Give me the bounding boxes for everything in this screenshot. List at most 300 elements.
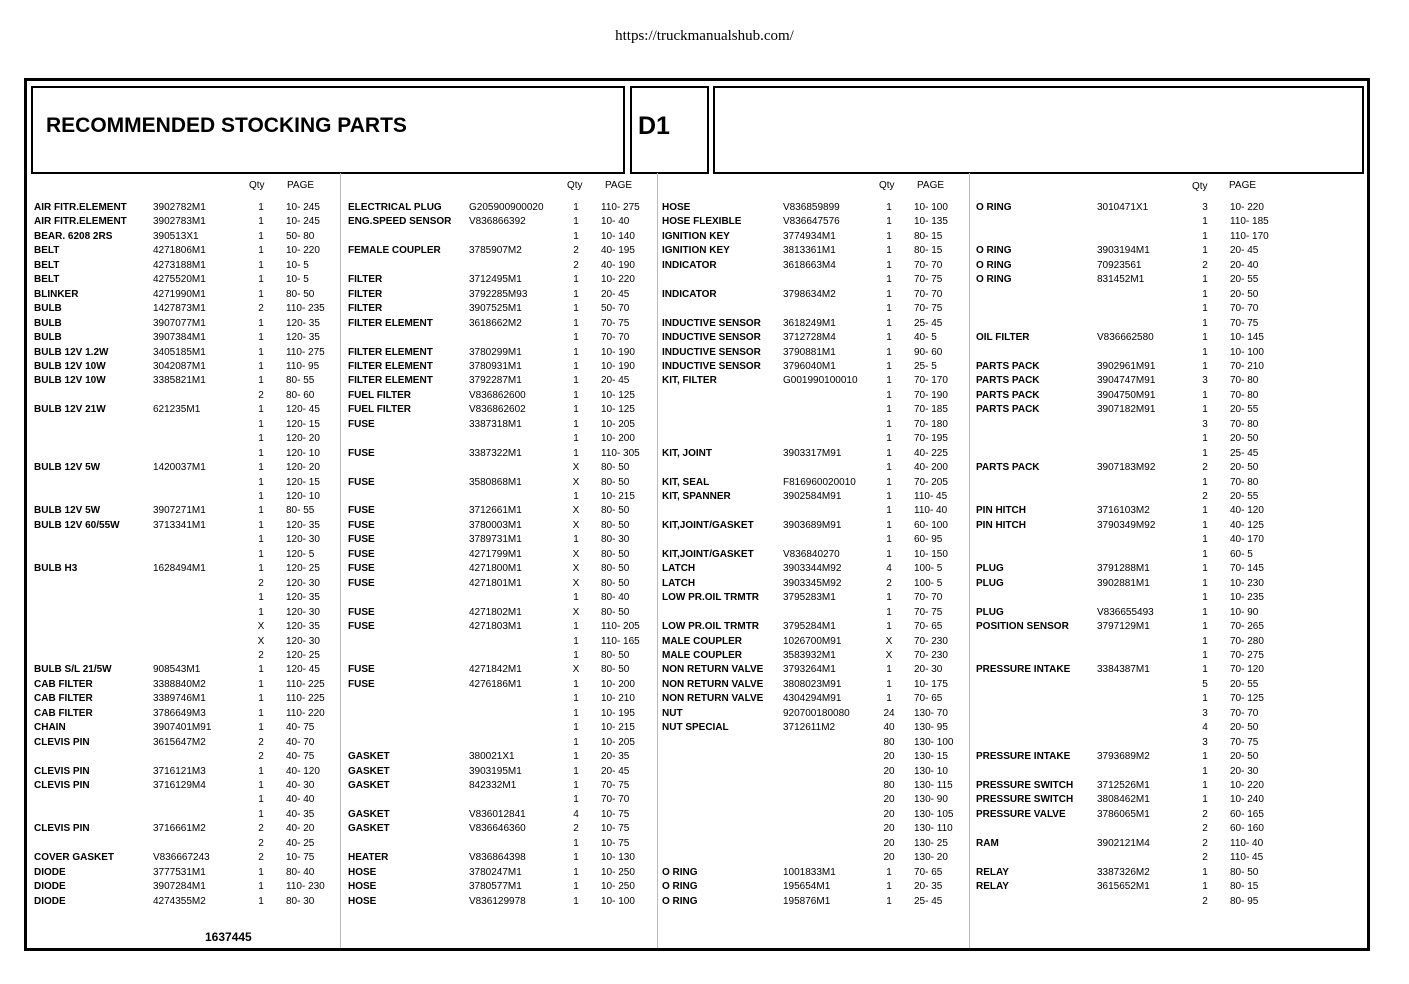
page-ref: 10- 125 (601, 404, 635, 416)
part-name: NON RETURN VALVE (662, 664, 764, 676)
part-name: ELECTRICAL PLUG (348, 202, 442, 213)
quantity: 2 (258, 823, 264, 835)
page-ref: 120- 25 (286, 649, 320, 661)
part-name: KIT, SEAL (662, 476, 710, 488)
part-name: FUSE (348, 563, 375, 575)
quantity: 1 (573, 722, 579, 734)
page-ref: 110- 45 (1230, 852, 1264, 864)
quantity: 1 (573, 621, 579, 633)
part-number: 3907284M1 (153, 881, 206, 893)
quantity: 1 (258, 259, 264, 271)
part-number: 3712728M4 (783, 332, 836, 344)
quantity: 1 (886, 216, 892, 228)
part-number: 842332M1 (469, 780, 517, 791)
quantity: 4 (573, 808, 579, 820)
page-ref: 70- 75 (601, 780, 630, 791)
page-ref: 10- 215 (601, 722, 635, 734)
part-number: 3716129M4 (153, 780, 206, 791)
page-ref: 10- 100 (601, 895, 635, 907)
page-ref: 10- 75 (601, 808, 630, 820)
part-name: INDICATOR (662, 259, 717, 271)
part-number: 3618662M2 (469, 317, 522, 329)
page-header: PAGE (605, 180, 633, 191)
quantity: 24 (883, 707, 895, 719)
quantity: 1 (886, 375, 892, 387)
part-number: 3615652M1 (1097, 881, 1150, 893)
quantity: 1 (258, 794, 264, 806)
page-ref: 70- 170 (914, 375, 948, 387)
part-name: FEMALE COUPLER (348, 245, 441, 257)
part-name: FUSE (348, 418, 375, 430)
part-number: 3780577M1 (469, 881, 522, 893)
page-ref: 40- 195 (601, 245, 635, 257)
part-name: PARTS PACK (976, 462, 1040, 474)
part-name: GASKET (348, 751, 390, 763)
page-ref: 120- 35 (286, 317, 320, 329)
quantity: 1 (573, 202, 579, 213)
page-ref: 40- 75 (286, 722, 315, 734)
part-name: O RING (662, 866, 698, 878)
page-ref: 80- 95 (1230, 895, 1259, 907)
page-ref: 10- 215 (601, 491, 635, 502)
part-number: 3791288M1 (1097, 563, 1150, 575)
quantity: 1 (573, 881, 579, 893)
page-ref: 10- 195 (601, 707, 635, 719)
quantity: 1 (1202, 216, 1208, 228)
page-ref: 10- 205 (601, 418, 635, 430)
page-ref: 120- 45 (286, 664, 320, 676)
quantity: 1 (1202, 303, 1208, 315)
quantity: 1 (258, 216, 264, 228)
quantity: 2 (573, 259, 579, 271)
quantity: 1 (573, 895, 579, 907)
part-name: FUSE (348, 447, 375, 459)
document-number: 1637445 (205, 930, 252, 944)
part-number: V836840270 (783, 548, 840, 560)
part-number: 1026700M91 (783, 635, 842, 647)
quantity: X (885, 635, 893, 647)
quantity: 1 (1202, 751, 1208, 763)
part-name: BULB 12V 10W (34, 375, 106, 387)
part-number: G205900900020 (469, 202, 544, 213)
page-ref: 120- 30 (286, 534, 320, 546)
part-number: 4271800M1 (469, 563, 522, 575)
part-number: 4271990M1 (153, 288, 206, 300)
quantity: X (572, 606, 580, 618)
quantity: 1 (886, 505, 892, 517)
part-number: 3387326M2 (1097, 866, 1150, 878)
quantity: 1 (258, 476, 264, 488)
quantity: X (572, 519, 580, 531)
page-ref: 10- 100 (1230, 346, 1264, 358)
page-ref: 120- 20 (286, 433, 320, 445)
quantity: 1 (1202, 433, 1208, 445)
page-ref: 40- 190 (601, 259, 635, 271)
quantity: 1 (573, 707, 579, 719)
page-ref: 80- 55 (286, 505, 315, 517)
quantity: 1 (886, 418, 892, 430)
page-ref: 70- 75 (914, 303, 943, 315)
page-ref: 10- 230 (1230, 577, 1264, 589)
part-number: V836862602 (469, 404, 526, 416)
page-ref: 20- 55 (1230, 404, 1259, 416)
part-number: 3813361M1 (783, 245, 836, 257)
quantity: 1 (1202, 404, 1208, 416)
page-ref: 100- 5 (914, 563, 943, 575)
quantity: 1 (1202, 866, 1208, 878)
part-name: BULB (34, 332, 62, 344)
part-name: LATCH (662, 577, 696, 589)
quantity: X (572, 462, 580, 474)
quantity: 1 (573, 360, 579, 372)
part-name: MALE COUPLER (662, 635, 742, 647)
part-number: 3789731M1 (469, 534, 522, 546)
quantity: 1 (258, 808, 264, 820)
quantity: 20 (883, 808, 895, 820)
part-name: O RING (976, 259, 1012, 271)
page-ref: 60- 100 (914, 519, 948, 531)
quantity: 5 (1202, 678, 1208, 690)
part-number: 3405185M1 (153, 346, 206, 358)
page-ref: 120- 45 (286, 404, 320, 416)
qty-header: Qty (879, 180, 895, 191)
part-name: GASKET (348, 765, 390, 777)
part-name: PIN HITCH (976, 519, 1026, 531)
page-ref: 80- 15 (914, 245, 943, 257)
part-number: 3384387M1 (1097, 664, 1150, 676)
part-number: 3792287M1 (469, 375, 522, 387)
page-ref: 10- 190 (601, 346, 635, 358)
quantity: 1 (573, 404, 579, 416)
part-name: HOSE FLEXIBLE (662, 216, 742, 228)
part-number: 1427873M1 (153, 303, 206, 315)
part-number: 3907077M1 (153, 317, 206, 329)
quantity: 1 (1202, 606, 1208, 618)
part-name: BULB 12V 60/55W (34, 519, 120, 531)
part-number: V836866392 (469, 216, 526, 228)
quantity: 20 (883, 823, 895, 835)
part-name: PARTS PACK (976, 404, 1040, 416)
part-name: MALE COUPLER (662, 649, 742, 661)
quantity: 1 (886, 476, 892, 488)
page-ref: 110- 95 (286, 360, 320, 372)
page-ref: 70- 190 (914, 389, 948, 401)
part-number: 3790349M92 (1097, 519, 1156, 531)
quantity: 1 (258, 563, 264, 575)
part-name: FUEL FILTER (348, 389, 411, 401)
part-name: HOSE (348, 866, 377, 878)
page-ref: 10- 175 (914, 678, 948, 690)
page-ref: 80- 50 (601, 476, 630, 488)
page-ref: 130- 105 (914, 808, 954, 820)
quantity: 1 (573, 794, 579, 806)
quantity: 1 (258, 274, 264, 286)
page-ref: 10- 150 (914, 548, 948, 560)
page-ref: 10- 250 (601, 866, 635, 878)
part-name: BULB 12V 21W (34, 404, 106, 416)
quantity: 3 (1202, 707, 1208, 719)
page-ref: 40- 40 (286, 794, 315, 806)
page-ref: 110- 45 (914, 491, 948, 502)
qty-header: Qty (1192, 181, 1208, 192)
part-number: 3808462M1 (1097, 794, 1150, 806)
page-ref: 70- 205 (914, 476, 948, 488)
part-name: NUT (662, 707, 683, 719)
page-ref: 10- 75 (286, 852, 315, 864)
quantity: 1 (1202, 548, 1208, 560)
quantity: 1 (573, 780, 579, 791)
page-ref: 100- 5 (914, 577, 943, 589)
part-number: 3712495M1 (469, 274, 522, 286)
quantity: X (257, 635, 265, 647)
part-name: FUSE (348, 606, 375, 618)
page-ref: 80- 50 (601, 577, 630, 589)
part-name: BULB H3 (34, 563, 78, 575)
page-ref: 20- 50 (1230, 462, 1259, 474)
page-ref: 110- 275 (601, 202, 640, 213)
page-ref: 25- 45 (1230, 447, 1259, 459)
quantity: 80 (883, 736, 895, 748)
page-ref: 20- 50 (1230, 433, 1259, 445)
part-number: 3904750M91 (1097, 389, 1156, 401)
page-ref: 20- 30 (914, 664, 943, 676)
part-name: INDUCTIVE SENSOR (662, 317, 761, 329)
page-ref: 70- 230 (914, 649, 948, 661)
part-number: 1001833M1 (783, 866, 836, 878)
quantity: 2 (258, 736, 264, 748)
quantity: 4 (886, 563, 892, 575)
part-number: 3902782M1 (153, 202, 206, 213)
quantity: 1 (1202, 693, 1208, 705)
part-number: 3795284M1 (783, 621, 836, 633)
part-name: PARTS PACK (976, 375, 1040, 387)
quantity: 1 (886, 202, 892, 213)
page-ref: 80- 50 (601, 606, 630, 618)
part-number: 3716103M2 (1097, 505, 1150, 517)
page-ref: 10- 235 (1230, 592, 1264, 604)
page-ref: 120- 30 (286, 606, 320, 618)
part-name: HEATER (348, 852, 389, 864)
quantity: 1 (886, 606, 892, 618)
page-frame (24, 78, 1370, 951)
part-name: LOW PR.OIL TRMTR (662, 592, 760, 604)
quantity: 1 (573, 317, 579, 329)
quantity: 1 (1202, 245, 1208, 257)
part-number: 3792285M93 (469, 288, 528, 300)
quantity: 1 (1202, 505, 1208, 517)
part-number: V836646360 (469, 823, 526, 835)
page-ref: 80- 15 (914, 230, 943, 242)
part-name: CLEVIS PIN (34, 823, 90, 835)
page-ref: 40- 120 (1230, 505, 1264, 517)
part-number: 3615647M2 (153, 736, 206, 748)
part-name: RELAY (976, 866, 1009, 878)
page-ref: 20- 35 (914, 881, 943, 893)
quantity: 1 (258, 230, 264, 242)
page-ref: 120- 35 (286, 519, 320, 531)
part-number: 3907271M1 (153, 505, 206, 517)
part-name: PIN HITCH (976, 505, 1026, 517)
quantity: 1 (1202, 332, 1208, 344)
page-ref: 25- 45 (914, 895, 943, 907)
part-number: 621235M1 (153, 404, 201, 416)
page-ref: 70- 80 (1230, 476, 1259, 488)
part-number: 3793689M2 (1097, 751, 1150, 763)
page-ref: 70- 70 (914, 259, 943, 271)
quantity: 1 (258, 491, 264, 502)
part-number: 4271803M1 (469, 621, 522, 633)
quantity: 2 (1202, 837, 1208, 849)
page-ref: 70- 230 (914, 635, 948, 647)
page-ref: 70- 280 (1230, 635, 1264, 647)
part-number: V836655493 (1097, 606, 1154, 618)
page-ref: 80- 15 (1230, 881, 1259, 893)
page-ref: 20- 45 (601, 288, 630, 300)
quantity: 2 (1202, 852, 1208, 864)
quantity: 1 (258, 765, 264, 777)
quantity: 1 (573, 288, 579, 300)
page-ref: 120- 10 (286, 491, 320, 502)
page-ref: 10- 250 (601, 881, 635, 893)
quantity: X (257, 621, 265, 633)
page-ref: 70- 70 (1230, 707, 1259, 719)
quantity: 1 (886, 534, 892, 546)
quantity: 1 (886, 462, 892, 474)
part-name: FUSE (348, 505, 375, 517)
part-number: 3583932M1 (783, 649, 836, 661)
quantity: 1 (258, 895, 264, 907)
part-number: 3798634M2 (783, 288, 836, 300)
part-name: FUSE (348, 577, 375, 589)
part-number: 3713341M1 (153, 519, 206, 531)
quantity: 1 (573, 534, 579, 546)
page-ref: 70- 75 (914, 606, 943, 618)
page-ref: 10- 75 (601, 823, 630, 835)
page-ref: 70- 80 (1230, 375, 1259, 387)
part-number: 1628494M1 (153, 563, 206, 575)
part-number: 3902961M91 (1097, 360, 1156, 372)
page-ref: 40- 30 (286, 780, 315, 791)
part-name: BULB 12V 5W (34, 462, 101, 474)
quantity: 1 (1202, 346, 1208, 358)
page-ref: 80- 55 (286, 375, 315, 387)
quantity: 2 (258, 852, 264, 864)
part-number: 3903345M92 (783, 577, 842, 589)
page-ref: 80- 50 (601, 548, 630, 560)
quantity: 1 (1202, 577, 1208, 589)
page-ref: 80- 50 (601, 505, 630, 517)
page-ref: 110- 220 (286, 707, 325, 719)
part-name: PLUG (976, 563, 1004, 575)
quantity: 1 (573, 837, 579, 849)
page-ref: 40- 170 (1230, 534, 1264, 546)
part-number: 4271806M1 (153, 245, 206, 257)
page-ref: 70- 70 (914, 288, 943, 300)
page-ref: 40- 200 (914, 462, 948, 474)
part-name: FUSE (348, 476, 375, 488)
part-name: BULB 12V 1.2W (34, 346, 109, 358)
quantity: 1 (886, 389, 892, 401)
part-number: V836012841 (469, 808, 526, 820)
page-ref: 80- 60 (286, 389, 315, 401)
page-ref: 130- 25 (914, 837, 948, 849)
part-number: 4271799M1 (469, 548, 522, 560)
page-ref: 120- 20 (286, 462, 320, 474)
page-ref: 25- 45 (914, 317, 943, 329)
quantity: 1 (258, 418, 264, 430)
quantity: 1 (258, 505, 264, 517)
part-name: HOSE (348, 895, 377, 907)
part-number: 3795283M1 (783, 592, 836, 604)
page-ref: 20- 50 (1230, 751, 1259, 763)
part-number: 3712526M1 (1097, 780, 1150, 791)
part-name: CAB FILTER (34, 693, 93, 705)
part-number: G001990100010 (783, 375, 858, 387)
part-name: FILTER (348, 303, 383, 315)
quantity: 1 (573, 303, 579, 315)
page-ref: 10- 210 (601, 693, 635, 705)
part-name: FUSE (348, 678, 375, 690)
quantity: 1 (886, 274, 892, 286)
quantity: 1 (258, 866, 264, 878)
part-number: 3902783M1 (153, 216, 206, 228)
part-name: FILTER (348, 274, 383, 286)
page-ref: 120- 5 (286, 548, 315, 560)
page-ref: 10- 125 (601, 389, 635, 401)
page-ref: 110- 225 (286, 678, 325, 690)
part-name: BLINKER (34, 288, 79, 300)
page-ref: 110- 40 (1230, 837, 1264, 849)
part-name: CLEVIS PIN (34, 780, 90, 791)
part-number: 908543M1 (153, 664, 201, 676)
page-ref: 80- 30 (286, 895, 315, 907)
part-number: 3618663M4 (783, 259, 836, 271)
page-ref: 10- 5 (286, 259, 309, 271)
page-ref: 70- 275 (1230, 649, 1264, 661)
quantity: 20 (883, 751, 895, 763)
part-name: IGNITION KEY (662, 230, 730, 242)
part-number: 4273188M1 (153, 259, 206, 271)
quantity: 1 (258, 664, 264, 676)
page-ref: 110- 165 (601, 635, 640, 647)
page-ref: 20- 45 (1230, 245, 1259, 257)
page-ref: 20- 45 (601, 765, 630, 777)
part-number: 3790881M1 (783, 346, 836, 358)
page-ref: 70- 75 (914, 274, 943, 286)
quantity: 1 (886, 332, 892, 344)
part-name: O RING (976, 202, 1012, 213)
quantity: 1 (1202, 664, 1208, 676)
part-number: 3716121M3 (153, 765, 206, 777)
quantity: X (572, 563, 580, 575)
part-name: AIR FITR.ELEMENT (34, 202, 127, 213)
part-name: FILTER (348, 288, 383, 300)
quantity: 1 (886, 621, 892, 633)
part-name: PARTS PACK (976, 389, 1040, 401)
part-number: 3387322M1 (469, 447, 522, 459)
page-ref: 110- 185 (1230, 216, 1269, 228)
quantity: X (885, 649, 893, 661)
page-ref: 80- 30 (601, 534, 630, 546)
page-ref: 70- 80 (1230, 418, 1259, 430)
part-name: BULB (34, 317, 62, 329)
part-name: FUSE (348, 548, 375, 560)
qty-header: Qty (249, 180, 265, 191)
quantity: 2 (1202, 895, 1208, 907)
page-ref: 120- 10 (286, 447, 320, 459)
quantity: 1 (886, 881, 892, 893)
part-number: V836667243 (153, 852, 210, 864)
